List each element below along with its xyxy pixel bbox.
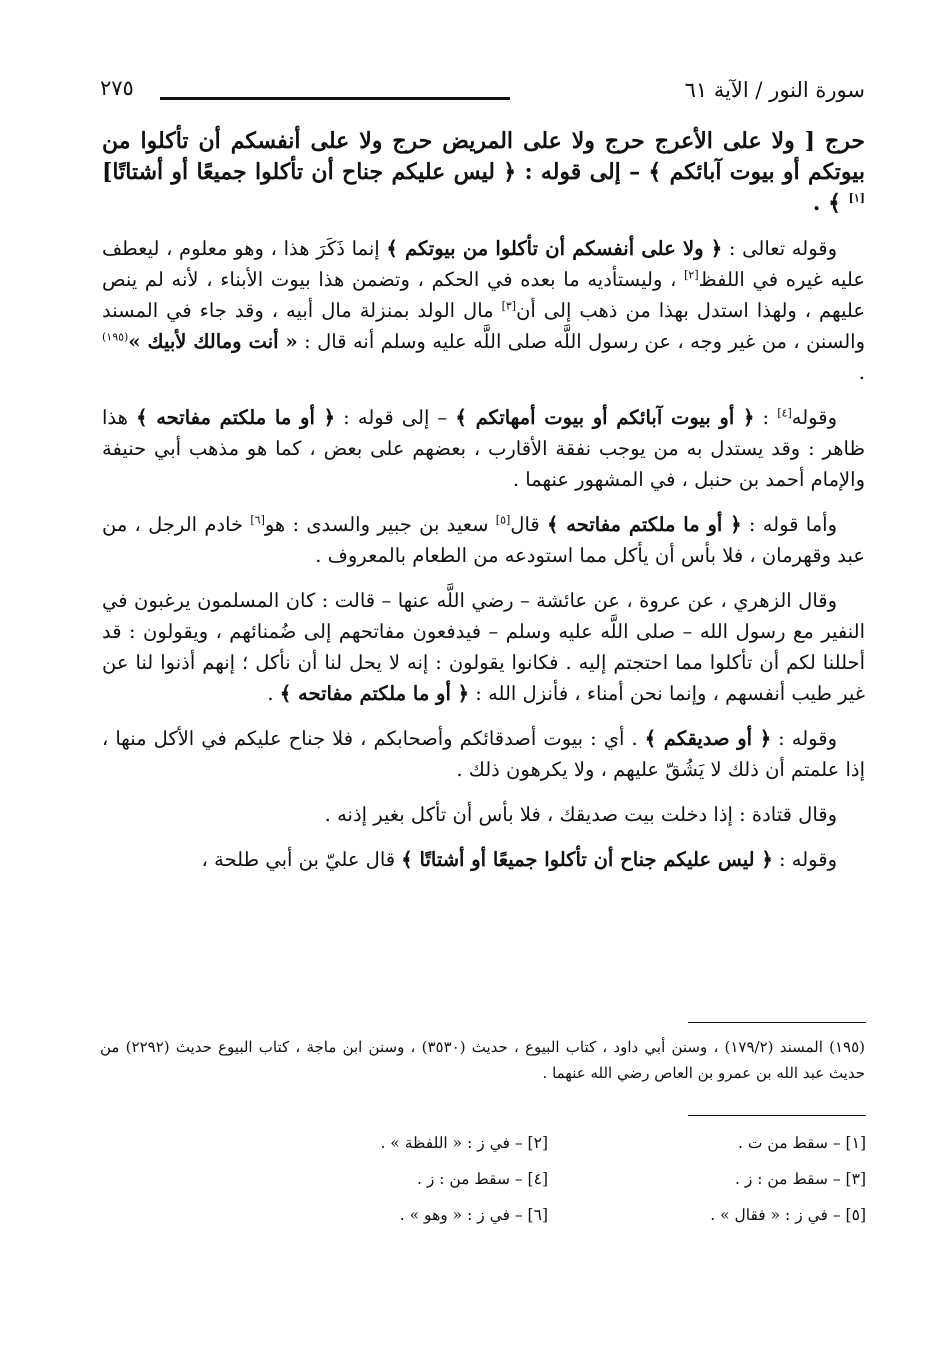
text-run: قال عليّ بن أبي طلحة ، xyxy=(201,848,402,871)
hadith-quote: « أنت ومالك لأبيك » xyxy=(128,330,298,353)
quran-quote: ﴿ ليس عليكم جناح أن تأكلوا جميعًا أو أشتاتًا ﴾ xyxy=(401,848,773,871)
text-run: وقوله تعالى : xyxy=(722,237,838,260)
text-run: وقوله : xyxy=(772,848,837,871)
text-run: وأما قوله : xyxy=(741,513,837,536)
text-run: . xyxy=(858,361,865,384)
textual-notes xyxy=(230,1130,866,1228)
text-run: . أي : بيوت أصدقائكم وأصحابكم ، فلا جناح عليكم في الأكل منها ، إذا علمتم أن ذلك لا يَشُقّ عليهم ، ولا يكرهون ذلك . xyxy=(102,727,865,781)
note-marker: [٦] xyxy=(250,513,265,527)
paragraph-2 xyxy=(102,233,865,388)
paragraph-6 xyxy=(102,723,865,785)
page-header xyxy=(100,72,865,112)
body-text xyxy=(102,126,865,889)
text-run: . xyxy=(267,682,280,705)
quran-quote: ﴿ أو صديقكم ﴾ xyxy=(644,727,772,750)
textual-note: [١] – سقط من ت . xyxy=(738,1134,866,1152)
text-run: قال xyxy=(510,513,547,536)
paragraph-5 xyxy=(102,585,865,709)
textual-note: [٤] – سقط من : ز . xyxy=(416,1170,548,1188)
quran-quote: ﴿ أو ما ملكتم مفاتحه ﴾ xyxy=(547,513,742,536)
quran-quote: ﴿ أو ما ملكتم مفاتحه ﴾ xyxy=(279,682,470,705)
note-marker: [٤] xyxy=(777,406,792,420)
text-run: خادم الرجل ، من عبد وقهرمان ، فلا بأس أن يأكل مما استودعه من الطعام بالمعروف . xyxy=(102,513,865,567)
paragraph-7: وقال قتادة : إذا دخلت بيت صديقك ، فلا بأس أن تأكل بغير إذنه . xyxy=(324,803,837,826)
verse-end: ﴾ . xyxy=(812,190,849,216)
footnote-rule xyxy=(688,1022,866,1023)
verse-continuation: حرج [ ولا على الأعرج حرج ولا على المريض حرج ولا على أنفسكم أن تأكلوا من بيوتكم أو بيوت آبائكم ﴾ – إلى قوله : ﴿ ليس عليكم جناح أن تأكلوا جميعًا أو أشتاتًا] xyxy=(102,128,865,185)
text-run: – إلى قوله : xyxy=(335,406,456,429)
paragraph-1 xyxy=(102,126,865,219)
footnote-section xyxy=(100,1034,865,1086)
text-run: ، وليستأديه ما بعده في الحكم ، وتضمن هذا بيوت الأبناء ، لأنه لم ينص عليهم ، ولهذا استدل بهذا من ذهب إلى أن xyxy=(102,268,865,322)
text-run: وقوله xyxy=(791,406,837,429)
paragraph-4 xyxy=(102,509,865,571)
textual-note: [٥] – في ز : « فقال » . xyxy=(710,1206,866,1224)
quran-quote: ﴿ أو بيوت آبائكم أو بيوت أمهاتكم ﴾ xyxy=(455,406,755,429)
note-marker: [١] xyxy=(848,191,865,205)
textual-note: [٦] – في ز : « وهو » . xyxy=(399,1206,548,1224)
textual-note: [٣] – سقط من : ز . xyxy=(734,1170,866,1188)
text-run: : xyxy=(754,406,778,429)
paragraph-3 xyxy=(102,402,865,495)
header-rule xyxy=(160,97,510,100)
text-run: إنما ذَكَرَ هذا ، وهو معلوم ، ليعطف عليه غيره في اللفظ xyxy=(102,237,865,291)
footnote-marker: (١٩٥) xyxy=(102,330,129,344)
footnote-195: (١٩٥) المسند (١٧٩/٢) ، وسنن أبي داود ، كتاب البيوع ، حديث (٣٥٣٠) ، وسنن ابن ماجة ، كتاب البيوع حديث (٢٢٩٢) من حديث عبد الله بن عمرو بن العاص رضي الله عنهما . xyxy=(100,1038,866,1082)
quran-quote: ﴿ ولا على أنفسكم أن تأكلوا من بيوتكم ﴾ xyxy=(386,237,723,260)
running-title: سورة النور / الآية ٦١ xyxy=(684,78,865,102)
note-marker: [٢] xyxy=(684,268,699,282)
paragraph-8 xyxy=(102,844,865,875)
notes-rule xyxy=(688,1115,866,1116)
text-run: مال الولد بمنزلة مال أبيه ، وقد جاء في المسند والسنن ، من غير وجه ، عن رسول اللَّه صلى اللَّه عليه وسلم أنه قال : xyxy=(102,299,865,353)
text-run: وقوله : xyxy=(771,727,837,750)
text-run: وقال الزهري ، عن عروة ، عن عائشة – رضي اللَّه عنها – قالت : كان المسلمون يرغبون في النفير مع رسول الله – صلى اللَّه عليه وسلم – فيدفعون مفاتحهم إلى ضُمنائهم ، ويقولون : قد أحللنا لكم أن تأكلوا مما احتجتم إليه . فكانوا يقولون : إنه لا يحل لنا أن نأكل ؛ إنهم أذنوا لنا عن غير طيب أنفسهم ، وإنما نحن أمناء ، فأنزل الله : xyxy=(102,589,865,705)
textual-note: [٢] – في ز : « اللفظة » . xyxy=(380,1134,548,1152)
text-run: سعيد بن جبير والسدى : هو xyxy=(264,513,496,536)
text-run: هذا ظاهر : وقد يستدل به من يوجب نفقة الأقارب ، بعضهم على بعض ، كما هو مذهب أبي حنيفة والإمام أحمد بن حنبل ، في المشهور عنهما . xyxy=(102,406,865,491)
quran-quote: ﴿ أو ما ملكتم مفاتحه ﴾ xyxy=(136,406,336,429)
note-marker: [٥] xyxy=(495,513,511,527)
note-marker: [٣] xyxy=(501,299,517,313)
page-number: ٢٧٥ xyxy=(100,76,134,100)
